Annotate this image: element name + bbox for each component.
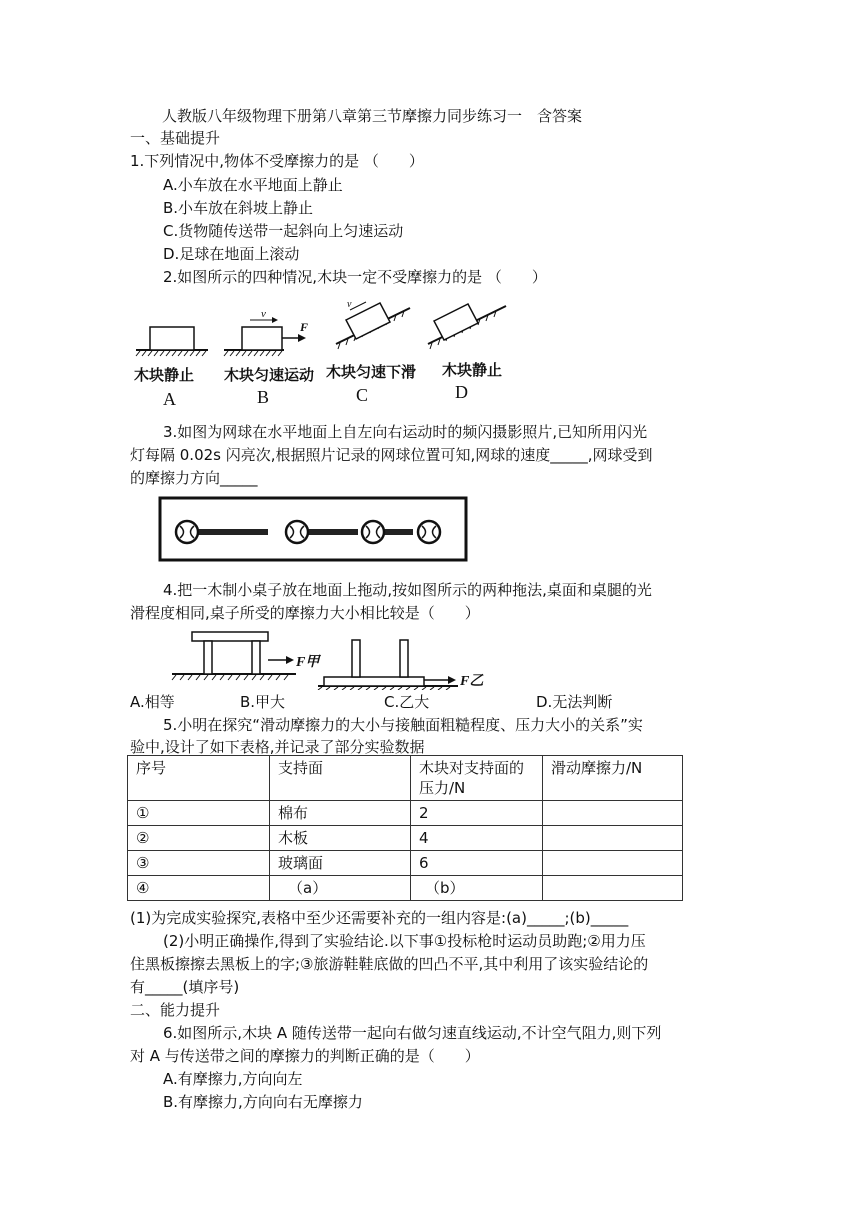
table-cell (543, 851, 683, 876)
letter-b: B (257, 387, 270, 407)
q4-option-b: B.甲大 (240, 693, 286, 711)
table-row (128, 826, 683, 851)
caption-b: 木块匀速运动 (224, 366, 315, 384)
figure-d-block-rest-incline (428, 304, 506, 349)
table-header: 木块对支持面的压力/N (411, 756, 543, 801)
q5-line-1: 5.小明在探究“滑动摩擦力的大小与接触面粗糙程度、压力大小的关系”实 (163, 716, 643, 734)
table-row (128, 876, 683, 901)
q2-block-figures (128, 298, 528, 364)
q3-line-3: 的摩擦力方向_____ (130, 469, 258, 487)
table-cell: ② (128, 826, 270, 851)
q2-stem: 2.如图所示的四种情况,木块一定不受摩擦力的是 （ ） (163, 268, 547, 286)
section-heading-ability: 二、能力提升 (130, 1001, 221, 1019)
caption-a: 木块静止 (134, 366, 195, 384)
table-cell (543, 801, 683, 826)
q4-option-c: C.乙大 (384, 693, 430, 711)
q1-option-b: B.小车放在斜坡上静止 (163, 199, 314, 217)
q1-option-c: C.货物随传送带一起斜向上匀速运动 (163, 222, 404, 240)
table-cell: 棉布 (270, 801, 411, 826)
q5-sub-2-line-1: (2)小明正确操作,得到了实验结论.以下事①投标枪时运动员助跑;②用力压 (163, 932, 646, 950)
q1-option-a: A.小车放在水平地面上静止 (163, 176, 343, 194)
table-cell: ④ (128, 876, 270, 901)
table-row (128, 801, 683, 826)
q4-option-d: D.无法判断 (536, 693, 613, 711)
section-heading-basic: 一、基础提升 (130, 129, 221, 147)
force-jia-label: F甲 (296, 655, 320, 670)
table-cell: 玻璃面 (270, 851, 411, 876)
table-header: 滑动摩擦力/N (543, 756, 683, 801)
table-cell: 2 (411, 801, 543, 826)
tennis-ball-strobe-photo (158, 496, 470, 568)
figure-a-block-rest (136, 327, 208, 356)
table-header: 支持面 (270, 756, 411, 801)
table-cell (543, 876, 683, 901)
force-label: F (300, 320, 309, 334)
force-yi-label: F乙 (460, 674, 484, 689)
table-cell: ③ (128, 851, 270, 876)
table-row (128, 851, 683, 876)
table-cell: 6 (411, 851, 543, 876)
q4-option-a: A.相等 (130, 693, 175, 711)
q5-sub-1: (1)为完成实验探究,表格中至少还需要补充的一组内容是:(a)_____;(b)_____ (130, 909, 629, 927)
q5-line-2: 验中,设计了如下表格,并记录了部分实验数据 (130, 738, 425, 756)
table-drag-figure (168, 626, 488, 690)
experiment-table (127, 755, 683, 901)
table-cell: （a） (270, 876, 411, 901)
caption-d: 木块静止 (442, 361, 503, 379)
caption-c: 木块匀速下滑 (326, 363, 417, 381)
q1-stem: 1.下列情况中,物体不受摩擦力的是 （ ） (130, 152, 424, 170)
letter-a: A (163, 389, 176, 409)
table-cell: 4 (411, 826, 543, 851)
table-cell: 木板 (270, 826, 411, 851)
letter-d: D (455, 382, 468, 402)
table-header: 序号 (128, 756, 270, 801)
q3-line-2: 灯每隔 0.02s 闪亮次,根据照片记录的网球位置可知,网球的速度_____,网球受到 (130, 446, 653, 464)
q4-line-1: 4.把一木制小桌子放在地面上拖动,按如图所示的两种拖法,桌面和桌腿的光 (163, 581, 652, 599)
letter-c: C (356, 385, 369, 405)
table-cell: （b） (411, 876, 543, 901)
q6-line-2: 对 A 与传送带之间的摩擦力的判断正确的是（ ） (130, 1047, 480, 1065)
svg-text:v: v (347, 299, 352, 310)
q6-line-1: 6.如图所示,木块 A 随传送带一起向右做匀速直线运动,不计空气阻力,则下列 (163, 1024, 662, 1042)
figure-b-block-moving (224, 308, 308, 356)
q4-line-2: 滑程度相同,桌子所受的摩擦力大小相比较是（ ） (130, 604, 480, 622)
velocity-label: v (261, 308, 266, 320)
table-cell (543, 826, 683, 851)
table-header-row (128, 756, 683, 801)
table-cell: ① (128, 801, 270, 826)
q5-sub-2-line-2: 住黑板擦擦去黑板上的字;③旅游鞋鞋底做的凹凸不平,其中利用了该实验结论的 (130, 955, 649, 973)
q1-option-d: D.足球在地面上滚动 (163, 245, 300, 263)
q6-option-a: A.有摩擦力,方向向左 (163, 1070, 303, 1088)
q3-line-1: 3.如图为网球在水平地面上自左向右运动时的频闪摄影照片,已知所用闪光 (163, 423, 648, 441)
figure-c-block-sliding (336, 299, 410, 349)
page-title: 人教版八年级物理下册第八章第三节摩擦力同步练习一 含答案 (162, 107, 583, 125)
q6-option-b: B.有摩擦力,方向向右无摩擦力 (163, 1093, 363, 1111)
q5-sub-2-line-3: 有_____(填序号) (130, 978, 240, 996)
